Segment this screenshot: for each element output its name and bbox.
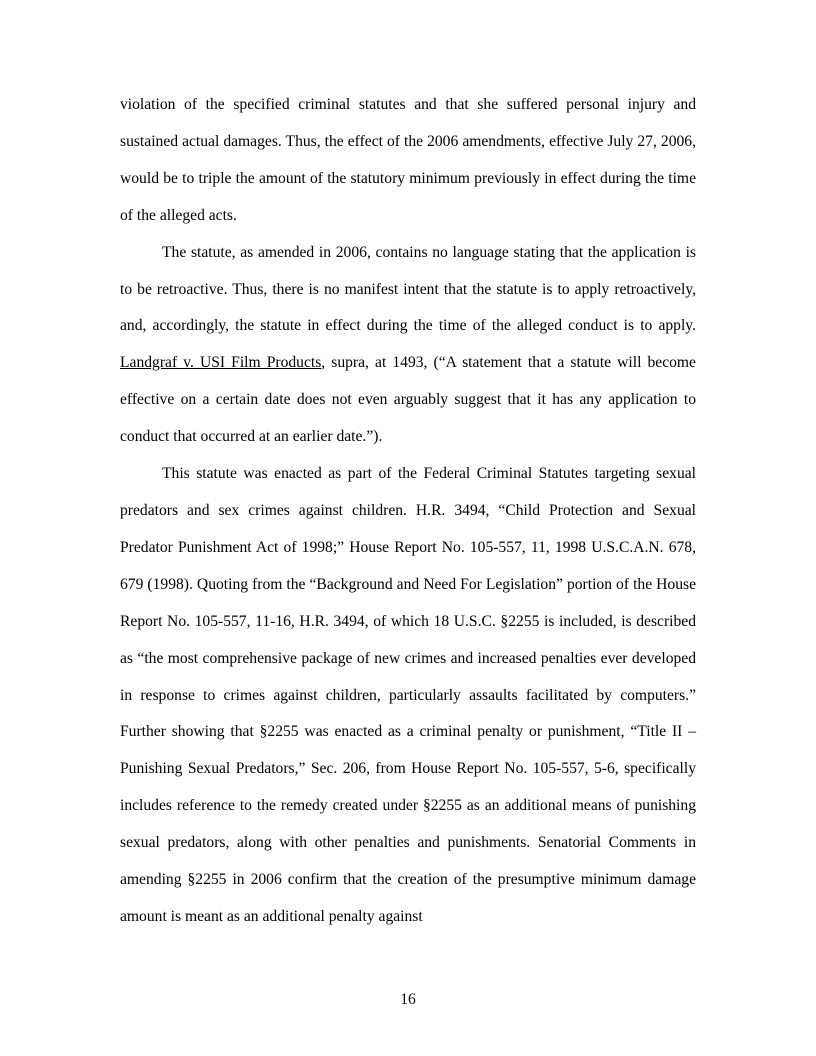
- paragraph-retroactivity: [120, 235, 696, 456]
- case-citation-landgraf: Landgraf v. USI Film Products: [120, 354, 322, 372]
- citation-quote: , supra, at 1493, (“A statement that a statute will become effective on a certain date does not even arguably suggest that it has any application to conduct that occurred at an earlier date.”).: [120, 354, 696, 446]
- paragraph-damages-amendment: violation of the specified criminal statutes and that she suffered personal injury and sustained actual damages. Thus, the effect of the 2006 amendments, effective July 27, 2006, would be to triple the amount of the statutory minimum previously in effect during the time of the alleged acts.: [120, 96, 696, 224]
- document-body: [120, 87, 696, 936]
- page-number: 16: [400, 991, 416, 1008]
- retroactivity-text: The statute, as amended in 2006, contains no language stating that the application is to be retroactive. Thus, there is no manifest intent that the statute is to apply retroactively, and, accordingly, the statute in effect during the time of the alleged conduct is to apply.: [120, 243, 696, 335]
- paragraph-legislative-history: This statute was enacted as part of the Federal Criminal Statutes targeting sexual predators and sex crimes against children. H.R. 3494, “Child Protection and Sexual Predator Punishment Act of 1998;” House Report No. 105-557, 11, 1998 U.S.C.A.N. 678, 679 (1998). Quoting from the “Background and Need For Legislation” portion of the House Report No. 105-557, 11-16, H.R. 3494, of which 18 U.S.C. §2255 is included, is described as “the most comprehensive package of new crimes and increased penalties ever developed in response to crimes against children, particularly assaults facilitated by computers.” Further showing that §2255 was enacted as a criminal penalty or punishment, “Title II – Punishing Sexual Predators,” Sec. 206, from House Report No. 105-557, 5-6, specifically includes reference to the remedy created under §2255 as an additional means of punishing sexual predators, along with other penalties and punishments. Senatorial Comments in amending §2255 in 2006 confirm that the creation of the presumptive minimum damage amount is meant as an additional penalty against: [120, 465, 696, 925]
